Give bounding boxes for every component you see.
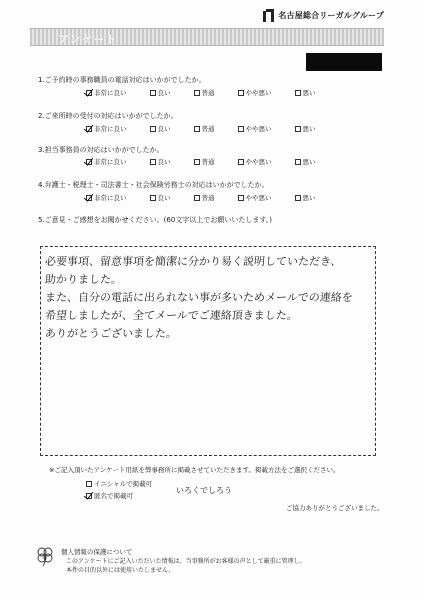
org-name: 名古屋総合リーガルグループ xyxy=(278,11,384,20)
q4-option-good[interactable]: 良い xyxy=(150,193,171,202)
question-3-label: 3.担当事務員の対応はいかがでしたか。 xyxy=(38,146,164,154)
checkbox-checked-icon[interactable] xyxy=(86,126,92,132)
comment-line: また、自分の電話に出られない事が多いためメールでの連絡を xyxy=(44,291,354,304)
q1-option-good[interactable]: 良い xyxy=(150,88,171,97)
q4-option-very-good[interactable]: 非常に良い xyxy=(86,193,127,202)
q2-option-good[interactable]: 良い xyxy=(150,124,171,133)
checkbox-icon[interactable] xyxy=(150,90,156,96)
privacy-body xyxy=(66,557,306,575)
privacy-line: 本件の目的以外には使用いたしません。 xyxy=(66,567,175,574)
q3-option-normal[interactable]: 普通 xyxy=(194,157,215,166)
question-4-label: 4.弁護士・税理士・司法書士・社会保険労務士の対応はいかがでしたか。 xyxy=(38,181,269,189)
question-1-label: 1.ご予約時の事務職員の電話対応はいかがでしたか。 xyxy=(38,76,206,84)
checkbox-icon[interactable] xyxy=(194,195,200,201)
question-2-options xyxy=(86,124,339,133)
q3-option-somewhat-bad[interactable]: やや悪い xyxy=(238,157,272,166)
org-logo xyxy=(263,9,384,22)
checkbox-icon[interactable] xyxy=(150,126,156,132)
q4-option-somewhat-bad[interactable]: やや悪い xyxy=(238,193,272,202)
q1-option-somewhat-bad[interactable]: やや悪い xyxy=(238,88,272,97)
privacy-line: このアンケートにご記入いただいた情報は、当事務所がお客様の声として厳重に管理し、 xyxy=(66,558,306,565)
checkbox-checked-icon[interactable] xyxy=(86,90,92,96)
q3-option-very-good[interactable]: 非常に良い xyxy=(86,157,127,166)
q3-option-good[interactable]: 良い xyxy=(150,157,171,166)
q1-option-normal[interactable]: 普通 xyxy=(194,88,215,97)
checkbox-icon[interactable] xyxy=(295,90,301,96)
checkbox-checked-icon[interactable] xyxy=(86,159,92,165)
checkbox-icon[interactable] xyxy=(194,126,200,132)
question-2-label: 2.ご来所時の受付の対応はいかがでしたか。 xyxy=(38,112,178,120)
clover-icon xyxy=(34,545,56,567)
title-band xyxy=(30,28,384,46)
checkbox-icon[interactable] xyxy=(238,159,244,165)
checkbox-icon[interactable] xyxy=(194,159,200,165)
checkbox-icon[interactable] xyxy=(150,159,156,165)
pen-name: いろくでしろう xyxy=(176,486,232,495)
q4-option-normal[interactable]: 普通 xyxy=(194,193,215,202)
comment-box[interactable] xyxy=(40,246,376,456)
checkbox-icon[interactable] xyxy=(194,90,200,96)
checkbox-icon[interactable] xyxy=(295,195,301,201)
q2-option-normal[interactable]: 普通 xyxy=(194,124,215,133)
comment-line: 助かりました。 xyxy=(44,273,123,286)
redacted-block xyxy=(306,53,382,71)
q1-option-very-good[interactable]: 非常に良い xyxy=(86,88,127,97)
publish-anonymous-option[interactable]: 匿名で掲載可 xyxy=(86,491,133,500)
comment-line: 必要事項、留意事項を簡潔に分かり易く説明していただき、 xyxy=(44,255,342,268)
checkbox-icon[interactable] xyxy=(238,90,244,96)
privacy-title: 個人情報の保護について xyxy=(61,548,133,556)
form-title: アンケート xyxy=(58,33,118,46)
checkbox-icon[interactable] xyxy=(238,126,244,132)
q1-option-bad[interactable]: 悪い xyxy=(295,88,316,97)
checkbox-icon[interactable] xyxy=(86,481,92,487)
checkbox-icon[interactable] xyxy=(295,126,301,132)
checkbox-icon[interactable] xyxy=(238,195,244,201)
comment-line: 希望しましたが、全てメールでご連絡頂きました。 xyxy=(44,309,299,322)
q4-option-bad[interactable]: 悪い xyxy=(295,193,316,202)
comment-line: ありがとうございました。 xyxy=(44,327,178,340)
logo-mark-icon xyxy=(263,9,275,22)
publish-initials-option[interactable]: イニシャルで掲載可 xyxy=(86,479,152,488)
checkbox-checked-icon[interactable] xyxy=(86,195,92,201)
checkbox-checked-icon[interactable] xyxy=(86,493,92,499)
q2-option-very-good[interactable]: 非常に良い xyxy=(86,124,127,133)
publication-notice: ※ご記入頂いたアンケート用紙を弊事務所に掲載させていただきます。掲載方法をご選択ください。 xyxy=(49,466,340,474)
checkbox-icon[interactable] xyxy=(295,159,301,165)
thanks-text: ご協力ありがとうございました。 xyxy=(286,504,384,512)
question-4-options xyxy=(86,193,339,202)
q3-option-bad[interactable]: 悪い xyxy=(295,157,316,166)
question-5-label: 5.ご意見・ご感想をお聞かせください。(60文字以上でお願いいたします。) xyxy=(38,216,272,224)
q2-option-somewhat-bad[interactable]: やや悪い xyxy=(238,124,272,133)
question-3-options xyxy=(86,157,339,166)
question-1-options xyxy=(86,88,339,97)
checkbox-icon[interactable] xyxy=(150,195,156,201)
q2-option-bad[interactable]: 悪い xyxy=(295,124,316,133)
